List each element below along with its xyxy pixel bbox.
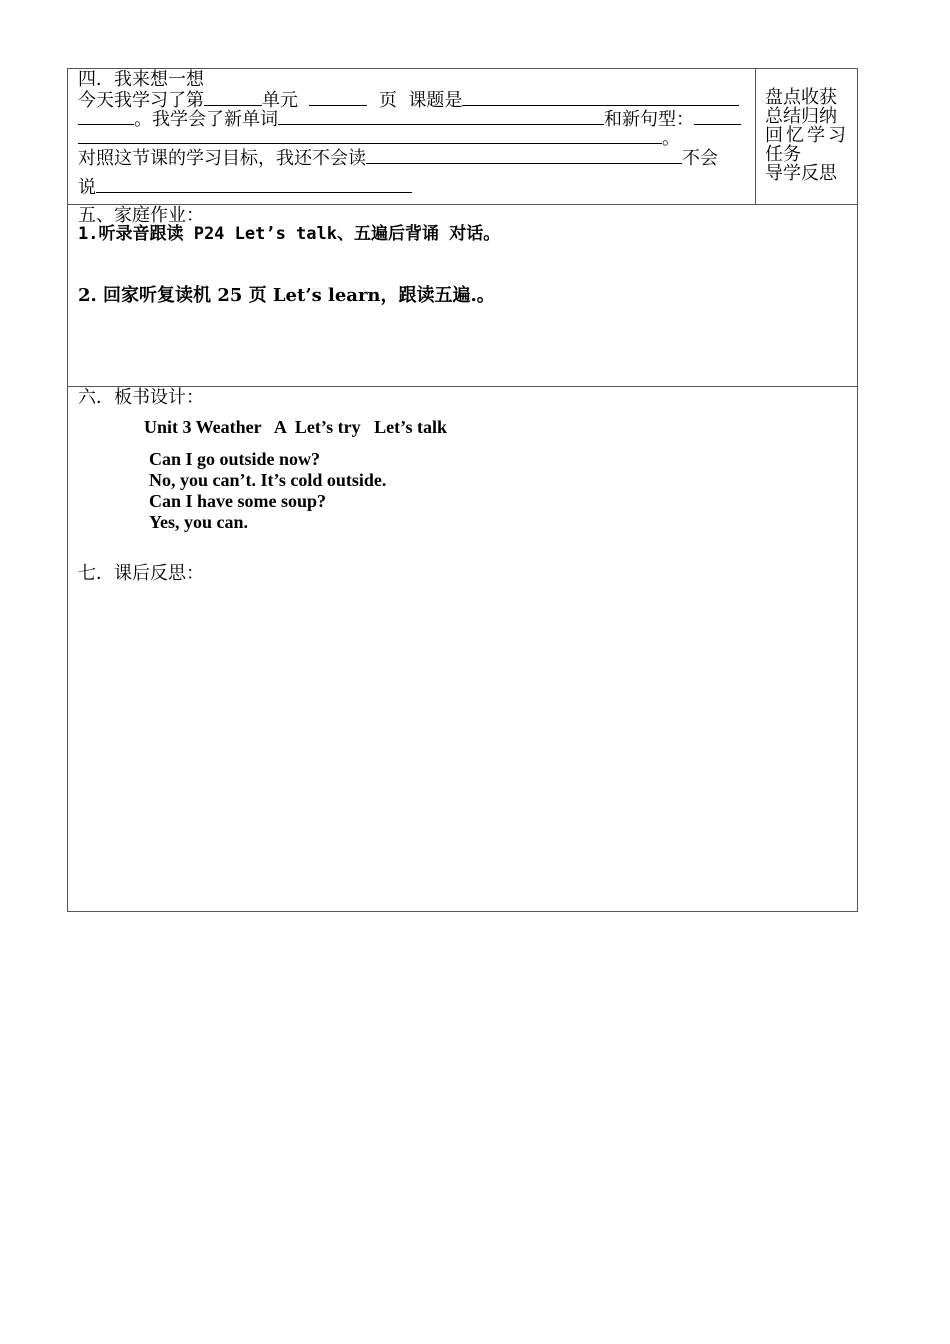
- side-note-3: 回忆学习: [765, 125, 849, 146]
- section4-line1: [78, 89, 739, 110]
- side-note-4: 任务: [765, 144, 801, 165]
- line5-text-a: 说: [78, 177, 96, 198]
- board-title: Unit 3 Weather A Let’s try Let’s talk: [144, 417, 447, 437]
- worksheet-table: [67, 68, 858, 912]
- section6-heading: 六．板书设计：: [78, 387, 204, 408]
- board-line-2: No, you can’t. It’s cold outside.: [149, 470, 387, 490]
- line1-text-b: 单元: [262, 90, 298, 111]
- homework-item-1: 1.听录音跟读 P24 Let’s talk、五遍后背诵 对话。: [78, 224, 501, 244]
- board-line-3: Can I have some soup?: [149, 491, 327, 511]
- topic-blank[interactable]: [462, 89, 739, 106]
- board-design-row: [68, 387, 857, 911]
- line2-text-b: 和新句型：: [604, 109, 694, 130]
- line4-text-a: 对照这节课的学习目标，我还不会读: [78, 148, 366, 169]
- cannot-say-blank[interactable]: [96, 176, 412, 193]
- board-line-1: Can I go outside now?: [149, 449, 321, 469]
- line1-text-d: 课题是: [408, 90, 463, 111]
- sentence-pattern-blank[interactable]: [694, 108, 741, 125]
- new-words-blank[interactable]: [278, 108, 604, 125]
- unit-blank[interactable]: [204, 89, 262, 106]
- section-review-row: [68, 69, 857, 205]
- sentence-pattern-blank-cont[interactable]: [78, 127, 662, 144]
- section4-line4: [78, 147, 718, 168]
- homework-row: [68, 205, 857, 387]
- side-note-1: 盘点收获: [765, 87, 837, 108]
- section4-line5: [78, 176, 412, 197]
- board-line-4: Yes, you can.: [149, 512, 249, 532]
- side-note-5: 导学反思: [765, 163, 837, 184]
- line1-text-a: 今天我学习了第: [78, 90, 204, 111]
- section4-line2: [78, 108, 741, 129]
- side-note-cell: [755, 69, 857, 205]
- topic-blank-cont[interactable]: [78, 108, 134, 125]
- line1-text-c: 页: [378, 90, 397, 111]
- section5-heading: 五、家庭作业：: [78, 205, 204, 226]
- cannot-read-blank[interactable]: [366, 147, 682, 164]
- line3-end: 。: [662, 128, 680, 149]
- line4-text-b: 不会: [682, 148, 718, 169]
- homework-item-2: 2. 回家听复读机 25 页 Let’s learn，跟读五遍.。: [78, 285, 495, 306]
- section4-line3: [78, 127, 680, 148]
- side-note-2: 总结归纳: [765, 106, 837, 127]
- line2-text-a: 。我学会了新单词: [134, 109, 278, 130]
- section7-heading: 七．课后反思：: [78, 563, 204, 584]
- page-blank[interactable]: [309, 89, 367, 106]
- section4-heading: 四．我来想一想: [78, 69, 204, 90]
